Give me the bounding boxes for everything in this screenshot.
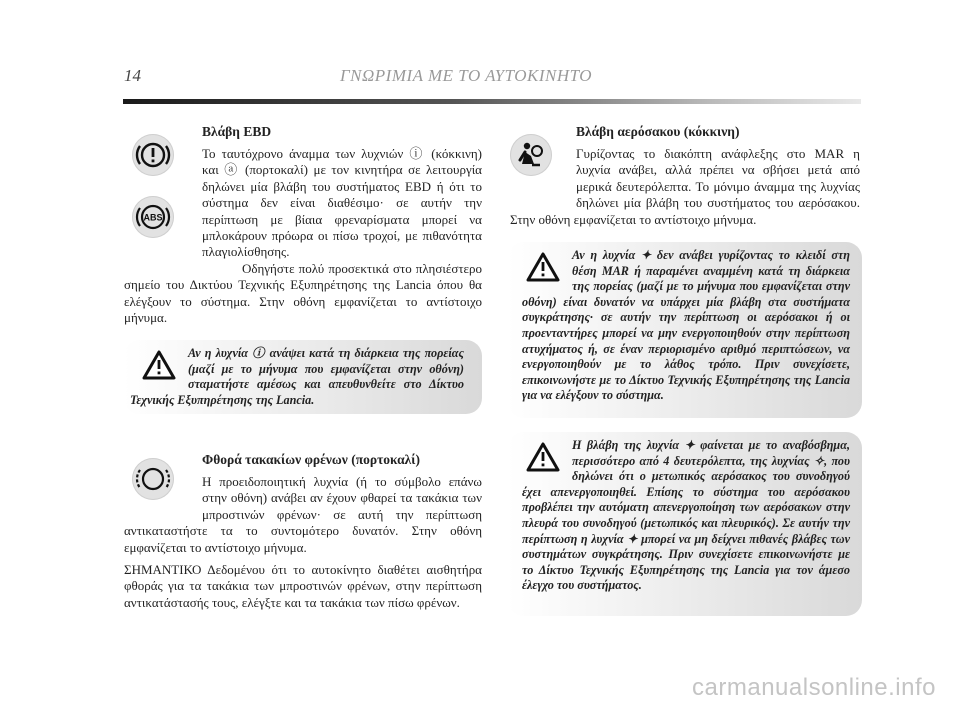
brake-pads-paragraph-2: ΣΗΜΑΝΤΙΚΟ Δεδομένου ότι το αυτοκίνητο διαθέτει αισθητήρα φθοράς για τα τακάκια των μπροστινών φρένων, στην περίπτωση αντικατάστασής τους, ελέγξτε και τα τακάκια των πίσω φρένων.: [124, 562, 482, 610]
airbag-section: [510, 124, 860, 228]
brake-pads-section: [124, 452, 482, 611]
page-number: 14: [124, 66, 141, 85]
ebd-paragraph-1: Το ταυτόχρονο άναμμα των λυχνιών ⓘ (κόκκινη) και ⓐ (πορτοκαλί) με τον κινητήρα σε λειτουργία δηλώνει μία βλάβη του συστήματος EBD ή ότι το σύστημα δεν είναι διαθέσιμο· σε αυτήν την περίπτωση με βίαια φρεναρίσματα μπορεί να μπλοκάρουν πρόωρα οι πίσω τροχοί, με πιθανότητα πλαγιολίσθησης.: [202, 146, 482, 260]
brake-pads-heading: Φθορά τακακίων φρένων (πορτοκαλί): [202, 452, 420, 467]
airbag-warning-box-2: [508, 432, 862, 616]
ebd-heading: Βλάβη EBD: [202, 124, 272, 139]
ebd-section: [124, 124, 482, 326]
svg-text:ABS: ABS: [143, 212, 163, 223]
ebd-warning-box: [124, 340, 482, 414]
airbag-paragraph-1: Γυρίζοντας το διακόπτη ανάφλεξης στο MAR η λυχνία ανάβει, αλλά πρέπει να σβήσει μετά από μερικά δευτερόλεπτα. Το μόνιμο άναμμα της λυχνίας δηλώνει μία βλάβη του συστήματος του αερόσακου. Στην οθόνη εμφανίζεται το αντίστοιχο μήνυμα.: [510, 146, 860, 227]
airbag-warning-1-text: Αν η λυχνία ✦ δεν ανάβει γυρίζοντας το κλειδί στη θέση MAR ή παραμένει αναμμένη κατά τη διάρκεια της πορείας (μαζί με το μήνυμα που εμφανίζεται στην οθόνη) είναι δυνατόν να υπάρχει μία βλάβη στα συστήματα συγκράτησης· σε αυτήν την περίπτωση οι αερόσακοι ή οι προενταντήρες μπορεί να μην ενεργοποιηθούν στην περίπτωση ατυχήματος ή, σε έναν περιορισμένο αριθμό περιπτώσεων, να ενεργοποιηθούν με το λάθος τρόπο. Πριν συνεχίσετε, επικοινωνήστε με το Δίκτυο Τεχνικής Εξυπηρέτησης της Lancia για να ελέγξουν το σύστημα.: [522, 248, 850, 403]
ebd-warning-text: Αν η λυχνία ⓘ ανάψει κατά τη διάρκεια της πορείας (μαζί με το μήνυμα που εμφανίζεται στην οθόνη) σταματήστε αμέσως και απευθυνθείτε στο Δίκτυο Τεχνικής Εξυπηρέτησης της Lancia.: [130, 346, 464, 407]
header-rule: [123, 99, 861, 104]
airbag-heading: Βλάβη αερόσακου (κόκκινη): [576, 124, 740, 139]
page-header-title: ΓΝΩΡΙΜΙΑ ΜΕ ΤΟ ΑΥΤΟΚΙΝΗΤΟ: [340, 66, 593, 85]
ebd-paragraph-2: Οδηγήστε πολύ προσεκτικά στο πλησιέστερο σημείο του Δικτύου Τεχνικής Εξυπηρέτησης της Lancia όπου θα ελέγξουν το σύστημα. Στην οθόνη εμφανίζεται το αντίστοιχο μήνυμα.: [124, 260, 482, 326]
brake-pads-paragraph-1: Η προειδοποιητική λυχνία (ή το σύμβολο επάνω στην οθόνη) ανάβει αν έχουν φθαρεί τα τακάκια των μπροστινών φρένων· σε αυτή την περίπτωση αντικαταστήστε τα το συντομότερο δυνατόν. Στην οθόνη εμφανίζεται το αντίστοιχο μήνυμα.: [124, 474, 482, 555]
watermark: carmanualsonline.info: [692, 674, 936, 701]
airbag-warning-box-1: [508, 242, 862, 418]
airbag-warning-2-text: Η βλάβη της λυχνία ✦ φαίνεται με το αναβόσβημα, περισσότερο από 4 δευτερόλεπτα, της λυχνίας ✧, που δηλώνει ότι ο μετωπικός αερόσακος του συνοδηγού έχει απενεργοποιηθεί. Επίσης το σύστημα του αερόσακου προβλέπει την αυτόματη απενεργοποίηση των αερόσακων στην πλευρά του συνοδηγού (μετωπικός και πλευρικός). Σε αυτήν την περίπτωση η λυχνία ✦ μπορεί να μη δείχνει πιθανές βλάβες των συστημάτων συγκράτησης. Πριν συνεχίσετε επικοινωνήστε με το Δίκτυο Τεχνικής Εξυπηρέτησης της Lancia για τον άμεσο έλεγχο του συστήματος.: [522, 438, 850, 593]
